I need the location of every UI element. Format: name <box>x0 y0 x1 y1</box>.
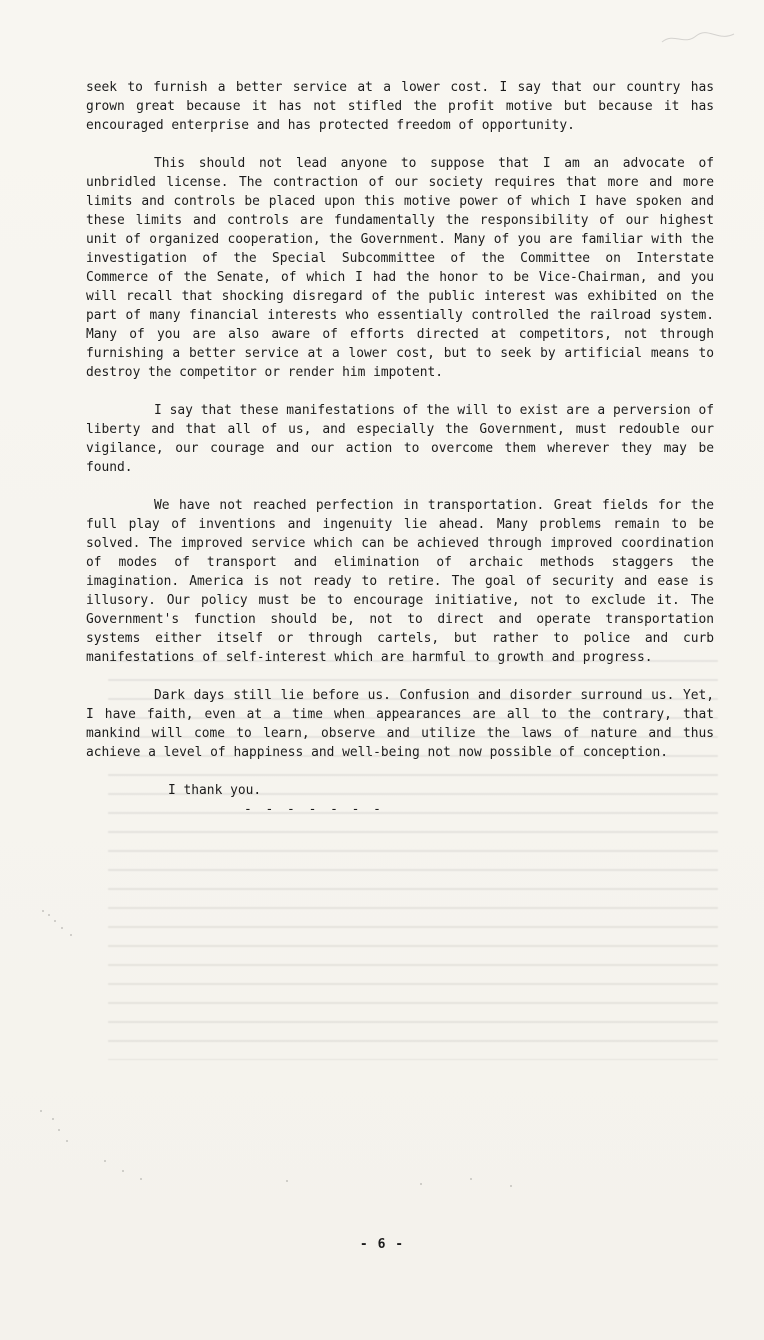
pencil-mark <box>660 28 738 48</box>
closing-line: I thank you. <box>168 783 262 798</box>
page-number: - 6 - <box>359 1237 405 1252</box>
paragraph-5: Dark days still lie before us. Confusion and disorder surround us. Yet, I have faith, even at a time when appearances are all to the contrary, that mankind will come to learn, observe and utilize the laws of nature and thus achieve a level of happiness and well-being not now possible of conception. <box>86 688 714 760</box>
paragraph-2: This should not lead anyone to suppose that I am an advocate of unbridled license. The contraction of our society requires that more and more limits and controls be placed upon this motive power of which I have spoken and these limits and controls are fundamentally the responsibility of our highest unit of organized cooperation, the Government. Many of you are familiar with the investigation of the Special Subcommittee of the Committee on Interstate Commerce of the Senate, of which I had the honor to be Vice-Chairman, and you will recall that shocking disregard of the public interest was exhibited on the part of many financial interests who essentially controlled the railroad system. Many of you are also aware of efforts directed at competitors, not through furnishing a better service at a lower cost, but to seek by artificial means to destroy the competitor or render him impotent. <box>86 156 714 380</box>
paragraph-1: seek to furnish a better service at a lower cost. I say that our country has grown great because it has not stifled the profit motive but because it has encouraged enterprise and has protected freedom of opportunity. <box>86 80 714 133</box>
paragraph-3: I say that these manifestations of the will to exist are a perversion of liberty and that all of us, and especially the Government, must redouble our vigilance, our courage and our action to overcome them wherever they may be found. <box>86 403 714 475</box>
paragraph-4: We have not reached perfection in transportation. Great fields for the full play of inventions and ingenuity lie ahead. Many problems remain to be solved. The improved service which can be achieved through improved coordination of modes of transport and elimination of archaic methods staggers the imagination. America is not ready to retire. The goal of security and ease is illusory. Our policy must be to encourage initiative, not to exclude it. The Government's function should be, not to direct and operate transportation systems either itself or through cartels, but rather to police and curb manifestations of self-interest which are harmful to growth and progress. <box>86 498 714 665</box>
speech-text <box>86 78 714 819</box>
separator-dashes: - - - - - - - <box>244 802 384 817</box>
